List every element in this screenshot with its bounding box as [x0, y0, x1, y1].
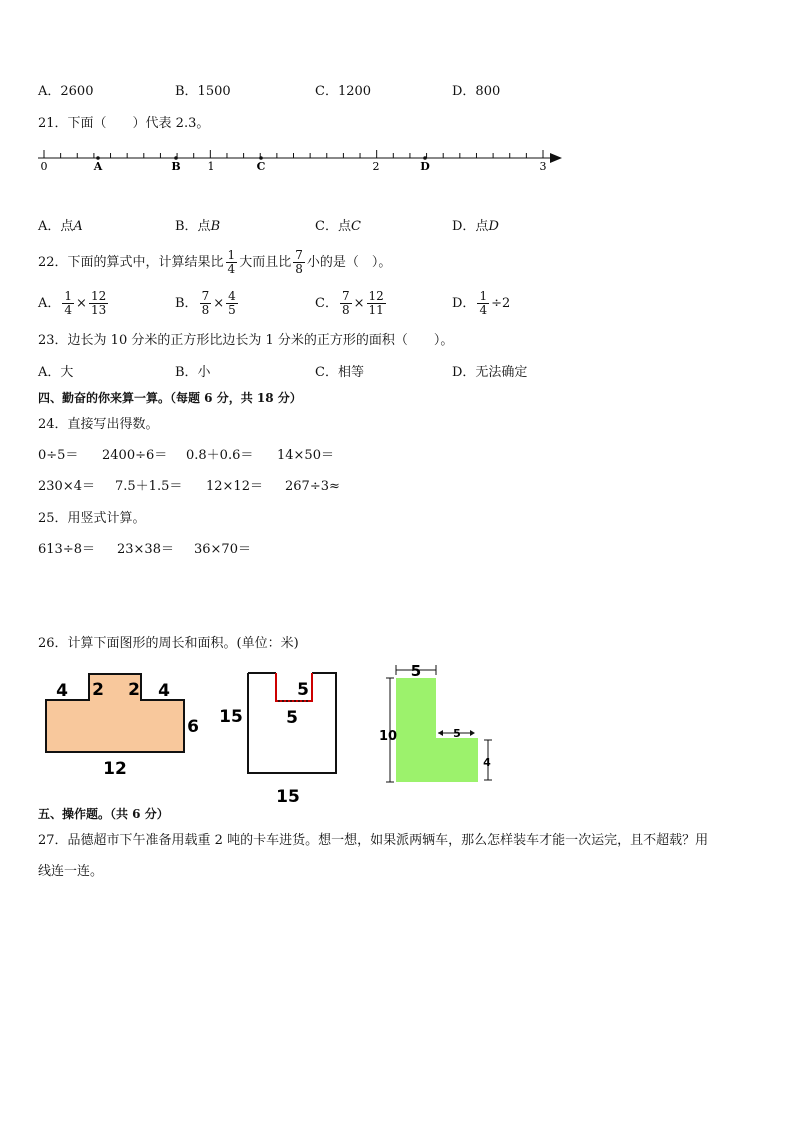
fig1-label-right: 4 [158, 681, 170, 701]
q26-figure-1 [40, 668, 215, 780]
q24-item: 2400÷6＝ [102, 448, 168, 463]
nl-point-b [174, 156, 178, 160]
q25-item: 613÷8＝ [38, 542, 95, 557]
q24-item: 12×12＝ [206, 479, 263, 494]
number-line-ticks [44, 150, 543, 158]
fig3-arrow-left-icon [438, 730, 443, 736]
q22-fraction-2: $\frac{7}{8}$ [295, 248, 303, 276]
q21-option-b[interactable]: B．点B [175, 219, 221, 234]
number-line [30, 136, 570, 176]
q22-prompt: 22．下面的算式中，计算结果比 $\frac{1}{4}$ 大而且比 $\frac{7}{8}$ 小的是（ ）。 [38, 248, 392, 276]
q23-option-c[interactable]: C．相等 [315, 365, 364, 380]
q24-item: 14×50＝ [277, 448, 334, 463]
q24-item: 230×4＝ [38, 479, 95, 494]
nl-label-b: B [171, 160, 181, 173]
q20-option-c[interactable]: C．1200 [315, 84, 372, 99]
section-4-heading: 四、勤奋的你来算一算。（每题 6 分，共 18 分） [38, 391, 302, 405]
q22-option-b[interactable]: B． $\frac{7}{8}$ × $\frac{4}{5}$ [175, 289, 236, 317]
nl-point-d [423, 156, 427, 160]
fig3-shape [396, 678, 478, 782]
nl-label-3: 3 [539, 160, 547, 173]
q26-prompt: 26．计算下面图形的周长和面积。(单位：米) [38, 636, 299, 651]
q25-prompt: 25．用竖式计算。 [38, 511, 146, 526]
q22-option-c[interactable]: C． $\frac{7}{8}$ × $\frac{12}{11}$ [315, 289, 384, 317]
q24-item: 7.5＋1.5＝ [115, 479, 183, 494]
q24-prompt: 24．直接写出得数。 [38, 417, 159, 432]
q24-item: 267÷3≈ [285, 479, 340, 494]
q27-line-1: 27．品德超市下午准备用载重 2 吨的卡车进货。想一想，如果派两辆车，那么怎样装车才能一次运完，且不超载？用 [38, 833, 709, 848]
nl-label-c: C [256, 160, 266, 173]
fig1-label-left: 4 [56, 681, 68, 701]
fig1-label-step1: 2 [92, 680, 104, 700]
q22-fraction-1: $\frac{1}{4}$ [227, 248, 236, 276]
q23-prompt: 23．边长为 10 分米的正方形比边长为 1 分米的正方形的面积（ ）。 [38, 333, 454, 348]
q20-option-b[interactable]: B．1500 [175, 84, 231, 99]
fig3-arrow-right-icon [470, 730, 475, 736]
q23-option-b[interactable]: B．小 [175, 365, 211, 380]
nl-label-a: A [93, 160, 103, 173]
number-line-arrow-icon [550, 153, 562, 163]
q26-figure-3 [378, 660, 498, 790]
fig2-label-side: 15 [219, 707, 243, 727]
q21-prompt: 21．下面（ ）代表 2.3。 [38, 116, 210, 131]
q22-option-a[interactable]: A． $\frac{1}{4}$ × $\frac{12}{13}$ [38, 289, 107, 317]
fig1-label-height: 6 [187, 717, 199, 737]
fig3-label-height: 10 [378, 729, 398, 744]
fig3-label-top: 5 [410, 662, 422, 680]
q21-option-a[interactable]: A．点A [38, 219, 83, 234]
nl-point-c [259, 156, 263, 160]
q27-line-2: 线连一连。 [38, 864, 104, 879]
nl-point-a [96, 156, 100, 160]
nl-label-1: 1 [207, 160, 215, 173]
q25-item: 23×38＝ [117, 542, 174, 557]
q24-item: 0.8＋0.6＝ [186, 448, 254, 463]
q25-item: 36×70＝ [194, 542, 251, 557]
section-5-heading: 五、操作题。（共 6 分） [38, 807, 169, 821]
nl-label-0: 0 [40, 160, 48, 173]
q20-option-a[interactable]: A．2600 [38, 84, 94, 99]
q26-figure-2 [218, 665, 348, 810]
nl-label-d: D [420, 160, 430, 173]
fig2-label-width: 5 [286, 708, 298, 728]
fig2-label-bottom: 15 [276, 787, 300, 807]
q21-option-d[interactable]: D．点D [452, 219, 499, 234]
q24-item: 0÷5＝ [38, 448, 79, 463]
fig2-label-depth: 5 [297, 680, 309, 700]
q21-option-c[interactable]: C．点C [315, 219, 361, 234]
fig1-label-step2: 2 [128, 680, 140, 700]
nl-label-2: 2 [372, 160, 380, 173]
q23-option-a[interactable]: A．大 [38, 365, 74, 380]
q20-option-d[interactable]: D．800 [452, 84, 501, 99]
fig1-label-bottom: 12 [103, 759, 127, 779]
q23-option-d[interactable]: D．无法确定 [452, 365, 528, 380]
fig3-label-step: 4 [483, 756, 491, 769]
fig3-label-inner: 5 [453, 727, 461, 740]
q22-option-d[interactable]: D． $\frac{1}{4}$ ÷2 [452, 289, 511, 317]
